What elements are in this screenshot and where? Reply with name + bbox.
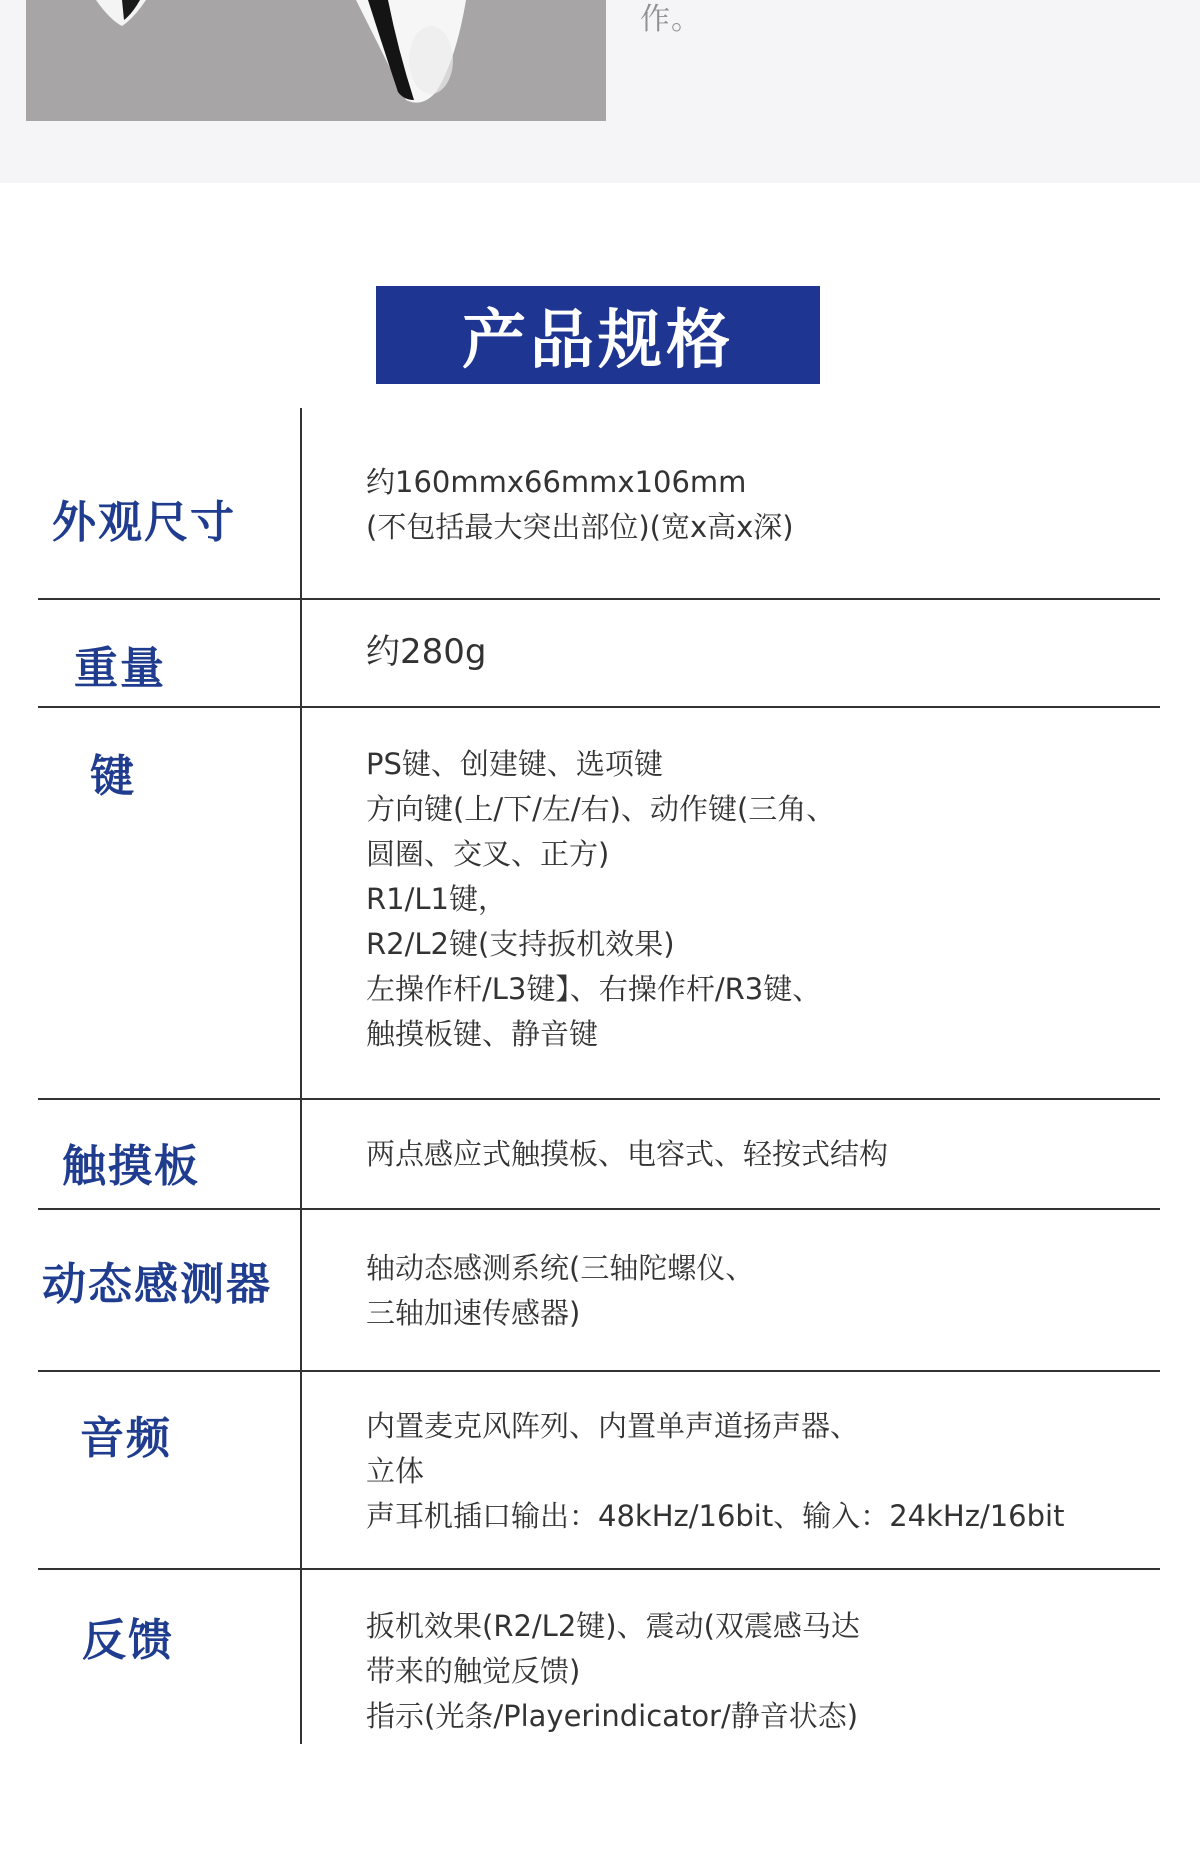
row-divider bbox=[38, 1208, 1160, 1210]
controller-illustration bbox=[26, 0, 606, 121]
spec-label-buttons: 键 bbox=[90, 751, 136, 802]
spec-value-line: 触摸板键、静音键 bbox=[366, 1017, 599, 1051]
spec-value-line: 带来的触觉反馈) bbox=[366, 1654, 581, 1688]
spec-value-line: 方向键(上/下/左/右)、动作键(三角、 bbox=[366, 792, 836, 826]
section-title: 产品规格 bbox=[376, 286, 820, 384]
spec-value-line: 两点感应式触摸板、电容式、轻按式结构 bbox=[366, 1137, 889, 1171]
spec-value-feedback bbox=[366, 1604, 860, 1739]
spec-value-line: R2/L2键(支持扳机效果) bbox=[366, 927, 675, 961]
spec-value-line: 左操作杆/L3键】、右操作杆/R3键、 bbox=[366, 972, 822, 1006]
spec-value-line: (不包括最大突出部位)(宽x高x深) bbox=[366, 510, 794, 544]
spec-value-line: R1/L1键， bbox=[366, 882, 507, 916]
row-divider bbox=[38, 1098, 1160, 1100]
spec-value-touchpad bbox=[366, 1132, 888, 1177]
spec-value-line: 约280g bbox=[366, 632, 487, 672]
spec-label-feedback: 反馈 bbox=[82, 1615, 174, 1666]
spec-value-buttons bbox=[366, 742, 835, 1057]
spec-value-line: 内置麦克风阵列、内置单声道扬声器、 bbox=[366, 1409, 860, 1443]
spec-label-dimensions: 外观尺寸 bbox=[52, 497, 236, 548]
spec-value-dimensions bbox=[366, 460, 794, 550]
spec-value-motion-sensor bbox=[366, 1246, 754, 1336]
previous-section-text-tail: 作。 bbox=[640, 2, 702, 37]
controller-photo bbox=[26, 0, 606, 121]
spec-value-line: 轴动态感测系统(三轴陀螺仪、 bbox=[366, 1251, 755, 1285]
spec-label-weight: 重量 bbox=[74, 643, 166, 694]
row-divider bbox=[38, 1370, 1160, 1372]
spec-value-audio bbox=[366, 1404, 1064, 1539]
spec-value-line: 圆圈、交叉、正方) bbox=[366, 837, 610, 871]
spec-label-motion-sensor: 动态感测器 bbox=[42, 1259, 272, 1310]
spec-value-line: 声耳机插口输出：48kHz/16bit、输入：24kHz/16bit bbox=[366, 1499, 1065, 1533]
spec-value-line: 扳机效果(R2/L2键)、震动(双震感马达 bbox=[366, 1609, 860, 1643]
spec-value-weight bbox=[366, 630, 486, 675]
row-divider bbox=[38, 1568, 1160, 1570]
spec-value-line: PS键、创建键、选项键 bbox=[366, 747, 663, 781]
spec-value-line: 三轴加速传感器) bbox=[366, 1296, 581, 1330]
row-divider bbox=[38, 706, 1160, 708]
spec-value-line: 立体 bbox=[366, 1454, 425, 1488]
spec-label-touchpad: 触摸板 bbox=[62, 1141, 200, 1192]
table-column-divider bbox=[300, 408, 302, 1744]
spec-value-line: 约160mmx66mmx106mm bbox=[366, 465, 747, 499]
previous-section-band bbox=[0, 0, 1200, 183]
spec-value-line: 指示(光条/Playerindicator/静音状态) bbox=[366, 1699, 859, 1733]
row-divider bbox=[38, 598, 1160, 600]
spec-label-audio: 音频 bbox=[80, 1413, 172, 1464]
